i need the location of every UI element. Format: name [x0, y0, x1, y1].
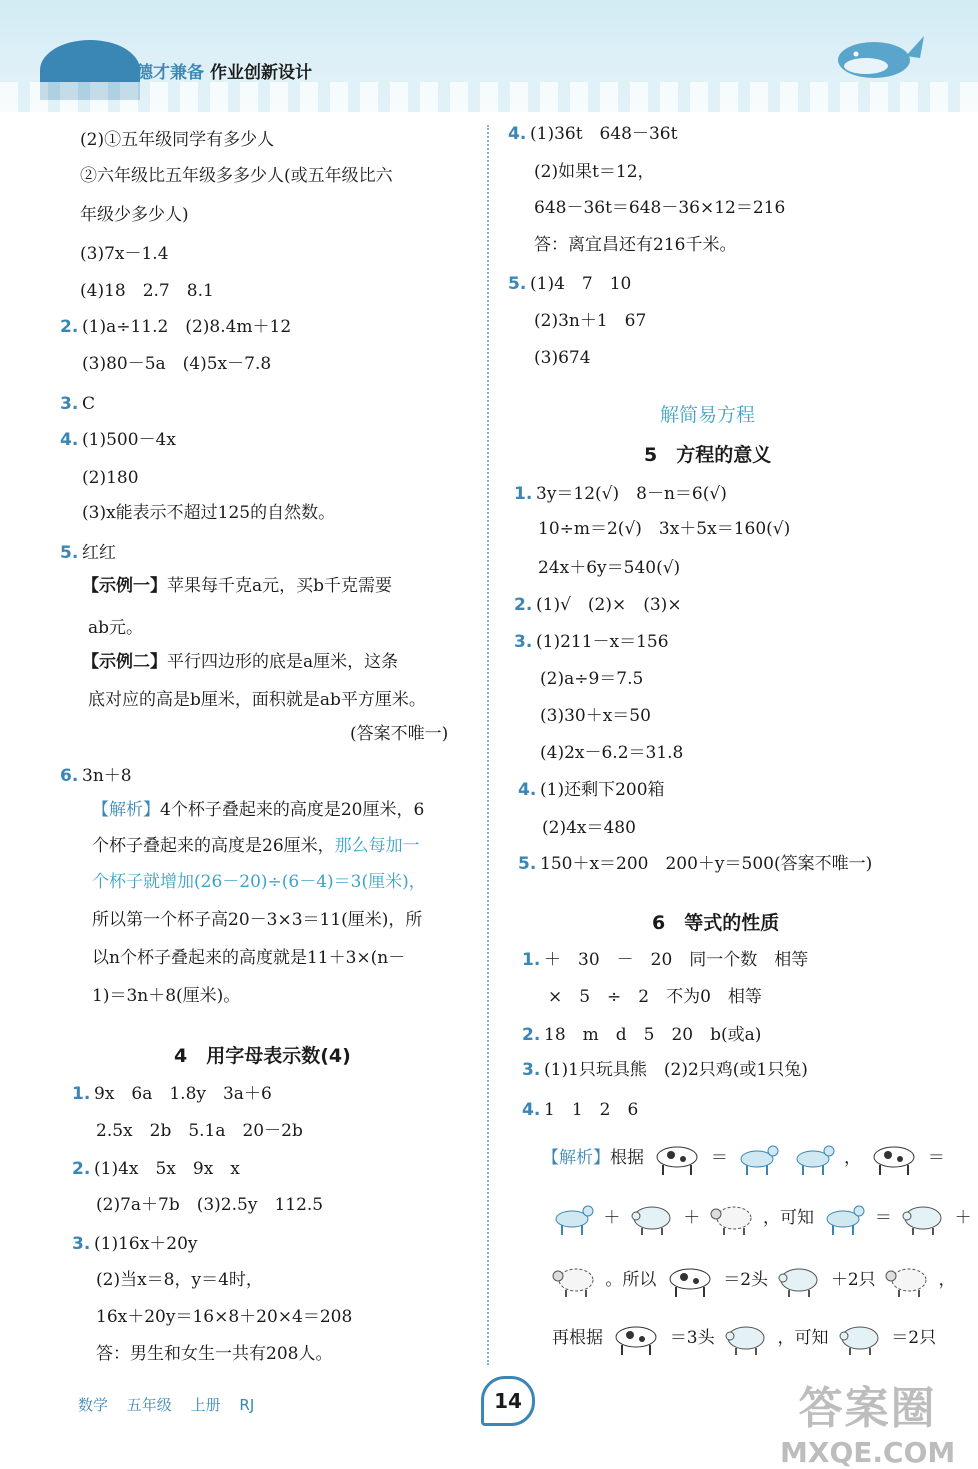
answer-text: C	[82, 394, 96, 414]
animal-analysis-row-4	[552, 1318, 936, 1358]
sheep-icon	[550, 1264, 598, 1298]
section-title-5: 5 方程的意义	[644, 444, 772, 466]
answer-text: 18 m d 5 20 b(或a)	[544, 1025, 762, 1045]
answer-line: 16x＋20y＝16×8＋20×4＝208	[96, 1307, 353, 1327]
answer-text: (1)4x 5x 9x x	[94, 1159, 240, 1179]
answer-text: (1)√ (2)× (3)×	[536, 595, 682, 615]
analysis-text: 再根据	[552, 1328, 603, 1348]
analysis-tag: 【解析】	[542, 1148, 610, 1168]
answer-line: (2)a÷9＝7.5	[540, 669, 644, 689]
answer-line: 648－36t＝648－36×12＝216	[534, 198, 786, 218]
question-number: 2.	[60, 317, 79, 337]
answer-line: (2)180	[82, 468, 139, 488]
question-4	[518, 778, 665, 802]
question-4	[508, 122, 677, 146]
unit-title: 解简易方程	[660, 404, 756, 426]
example-2	[82, 650, 398, 674]
question-number: 5.	[60, 543, 79, 563]
analysis-text: 4个杯子叠起来的高度是20厘米，6	[160, 800, 425, 820]
book-title: 作业创新设计	[210, 63, 312, 83]
analysis-line	[92, 834, 420, 858]
comma: ，	[938, 1270, 956, 1290]
answer-line: (3)7x－1.4	[80, 244, 169, 264]
animal-analysis-row-2	[548, 1198, 972, 1238]
column-divider	[487, 125, 489, 1365]
analysis-line: 1)＝3n＋8(厘米)。	[92, 986, 241, 1006]
analysis-line: 所以第一个杯子高20－3×3＝11(厘米)，所	[92, 910, 423, 930]
page-number: 14	[481, 1376, 535, 1426]
footer-edition: RJ	[239, 1396, 255, 1414]
question-number: 2.	[72, 1159, 91, 1179]
equals-sign: ＝	[710, 1148, 728, 1168]
animal-analysis-row-1	[542, 1138, 945, 1178]
question-2	[60, 315, 291, 339]
question-number: 3.	[522, 1060, 541, 1080]
analysis-text: ，可知	[763, 1208, 815, 1228]
answer-text: 红红	[82, 543, 116, 563]
plus-sign: ＋	[954, 1208, 972, 1228]
watermark-logo	[780, 1372, 955, 1469]
pig-icon	[628, 1202, 676, 1236]
answer-text: 3n＋8	[82, 766, 132, 786]
question-number: 2.	[514, 595, 533, 615]
plus-sign: ＋	[603, 1208, 621, 1228]
question-5	[518, 852, 872, 876]
answer-text: (1)4 7 10	[530, 274, 632, 294]
brand-name: 德才兼备	[136, 63, 204, 83]
question-1	[72, 1082, 272, 1106]
equals-sign: ＝	[927, 1148, 945, 1168]
answer-line: ab元。	[88, 618, 144, 638]
answer-line: × 5 ÷ 2 不为0 相等	[548, 987, 762, 1007]
question-3	[514, 630, 669, 654]
analysis-line: 以n个杯子叠起来的高度就是11＋3×(n－	[92, 948, 406, 968]
question-5	[60, 541, 116, 565]
equals-sign: ＝	[874, 1208, 892, 1228]
example-tag: 【示例二】	[82, 652, 167, 672]
answer-text: 1 1 2 6	[544, 1100, 639, 1120]
analysis-text: 。所以	[605, 1270, 657, 1290]
analysis-text: ＝2只	[891, 1328, 937, 1348]
answer-line: (3)80－5a (4)5x－7.8	[82, 354, 272, 374]
question-number: 3.	[72, 1234, 91, 1254]
question-1	[522, 948, 808, 972]
answer-text: (1)500－4x	[82, 430, 176, 450]
question-4	[522, 1098, 638, 1122]
sheep-icon	[883, 1264, 931, 1298]
answer-text: (1)211－x＝156	[536, 632, 669, 652]
whale-icon	[836, 30, 926, 80]
question-2	[72, 1157, 240, 1181]
footer-subject: 数学	[78, 1396, 109, 1414]
cow-icon	[868, 1141, 920, 1177]
question-number: 1.	[514, 484, 533, 504]
footer-volume: 上册	[190, 1396, 221, 1414]
answer-line: (4)18 2.7 8.1	[80, 281, 214, 301]
answer-line: ②六年级比五年级多多少人(或五年级比六	[80, 166, 393, 186]
page-footer	[78, 1394, 268, 1415]
answer-text: (1)36t 648－36t	[530, 124, 678, 144]
question-3	[522, 1058, 808, 1082]
analysis-text: 个杯子叠起来的高度是26厘米，	[92, 836, 335, 856]
plus-sign: ＋	[683, 1208, 701, 1228]
answer-text: (1)16x＋20y	[94, 1234, 198, 1254]
question-number: 1.	[72, 1084, 91, 1104]
horse-icon	[735, 1141, 781, 1177]
answer-line: 年级少多少人)	[80, 205, 189, 225]
horse-icon	[791, 1141, 837, 1177]
example-tag: 【示例一】	[82, 576, 167, 596]
analysis-highlight: 个杯子就增加(26－20)÷(6－4)＝3(厘米)，	[92, 872, 426, 892]
question-1	[514, 482, 727, 506]
question-number: 4.	[60, 430, 79, 450]
answer-line: 答：男生和女生一共有208人。	[96, 1344, 333, 1364]
analysis-text: ＝2头	[723, 1270, 769, 1290]
answer-line: (2)如果t＝12，	[534, 162, 655, 182]
horse-icon	[550, 1201, 596, 1237]
answer-line: (2)4x＝480	[542, 818, 636, 838]
answer-line: 答：离宜昌还有216千米。	[534, 235, 737, 255]
answer-text: 150＋x＝200 200＋y＝500(答案不唯一)	[540, 854, 873, 874]
question-number: 6.	[60, 766, 79, 786]
answer-text: (1)a÷11.2 (2)8.4m＋12	[82, 317, 292, 337]
cow-icon	[664, 1263, 716, 1299]
question-number: 2.	[522, 1025, 541, 1045]
answer-text: (1)1只玩具熊 (2)2只鸡(或1只兔)	[544, 1060, 808, 1080]
answer-text: 3y＝12(√) 8－n＝6(√)	[536, 484, 727, 504]
question-number: 3.	[514, 632, 533, 652]
answer-line: (2)7a＋7b (3)2.5y 112.5	[96, 1195, 324, 1215]
pig-icon	[836, 1322, 884, 1356]
analysis-text: ＋2只	[830, 1270, 876, 1290]
answer-line: 10÷m＝2(√) 3x＋5x＝160(√)	[538, 519, 791, 539]
question-5	[508, 272, 631, 296]
page-header	[0, 0, 978, 112]
question-number: 4.	[508, 124, 527, 144]
sheep-icon	[708, 1202, 756, 1236]
watermark-line-2: MXQE.COM	[780, 1436, 956, 1469]
question-3	[72, 1232, 198, 1256]
horse-icon	[821, 1201, 867, 1237]
example-1	[82, 574, 392, 598]
pig-icon	[722, 1322, 770, 1356]
answer-line: 24x＋6y＝540(√)	[538, 558, 681, 578]
answer-text: ＋ 30 － 20 同一个数 相等	[544, 950, 809, 970]
example-text: 苹果每千克a元，买b千克需要	[167, 576, 393, 596]
analysis-tag: 【解析】	[92, 800, 160, 820]
question-number: 1.	[522, 950, 541, 970]
header-wave-band	[0, 82, 978, 112]
question-number: 4.	[522, 1100, 541, 1120]
answer-text: (1)还剩下200箱	[540, 780, 665, 800]
cow-icon	[651, 1141, 703, 1177]
question-number: 5.	[518, 854, 537, 874]
comma: ，	[844, 1148, 862, 1168]
section-title-6: 6 等式的性质	[652, 912, 780, 934]
answer-line: (3)674	[534, 348, 591, 368]
answer-line: (2)①五年级同学有多少人	[80, 130, 275, 150]
series-title	[136, 58, 312, 83]
analysis-text: 根据	[610, 1148, 644, 1168]
question-4	[60, 428, 176, 452]
footer-grade: 五年级	[126, 1396, 172, 1414]
analysis-text: ，可知	[777, 1328, 829, 1348]
question-3	[60, 392, 95, 416]
analysis-highlight: 那么每加一	[334, 836, 420, 856]
pig-icon	[775, 1264, 823, 1298]
analysis-line	[92, 798, 424, 822]
answer-line: 底对应的高是b厘米，面积就是ab平方厘米。	[88, 690, 426, 710]
answer-note: (答案不唯一)	[350, 724, 449, 744]
answer-line: (2)当x＝8，y＝4时，	[96, 1270, 263, 1290]
question-6	[60, 764, 132, 788]
question-number: 4.	[518, 780, 537, 800]
question-2	[522, 1023, 761, 1047]
answer-line: (4)2x－6.2＝31.8	[540, 743, 684, 763]
pig-icon	[899, 1202, 947, 1236]
watermark-line-1: 答案圈	[798, 1383, 937, 1434]
question-2	[514, 593, 682, 617]
animal-analysis-row-3	[548, 1260, 956, 1300]
answer-text: 9x 6a 1.8y 3a＋6	[94, 1084, 272, 1104]
analysis-text: ＝3头	[669, 1328, 715, 1348]
answer-line: (3)x能表示不超过125的自然数。	[82, 503, 336, 523]
question-number: 3.	[60, 394, 79, 414]
answer-line: (2)3n＋1 67	[534, 311, 647, 331]
answer-line: (3)30＋x＝50	[540, 706, 651, 726]
section-title-4: 4 用字母表示数(4)	[174, 1045, 351, 1067]
cow-icon	[610, 1321, 662, 1357]
example-text: 平行四边形的底是a厘米，这条	[167, 652, 399, 672]
answer-line: 2.5x 2b 5.1a 20－2b	[96, 1121, 303, 1141]
question-number: 5.	[508, 274, 527, 294]
